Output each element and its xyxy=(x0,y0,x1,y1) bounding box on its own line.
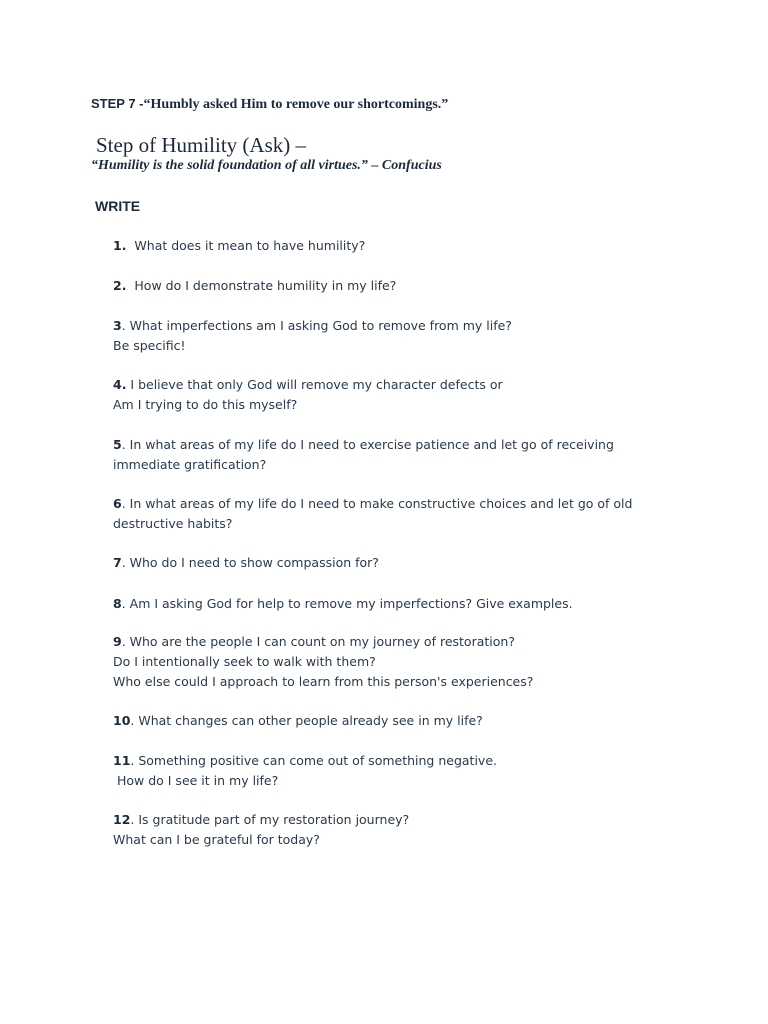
page-title: Step of Humility (Ask) – xyxy=(96,133,306,157)
question-text: . In what areas of my life do I need to exercise patience and let go of receiving xyxy=(121,437,614,452)
question-text: What does it mean to have humility? xyxy=(134,238,366,253)
question-11 xyxy=(113,751,497,791)
question-text: . Who are the people I can count on my journey of restoration? xyxy=(121,634,515,649)
question-12 xyxy=(113,810,409,850)
step-heading xyxy=(91,96,448,113)
question-number: 5 xyxy=(113,437,122,452)
question-text-line-2: Do I intentionally seek to walk with them? xyxy=(113,654,376,669)
question-text-line-2: Am I trying to do this myself? xyxy=(113,397,298,412)
write-label: WRITE xyxy=(95,198,141,214)
question-text-line-2: What can I be grateful for today? xyxy=(113,832,320,847)
question-number: 1. xyxy=(113,238,127,253)
question-10 xyxy=(113,711,483,731)
question-text: . What imperfections am I asking God to remove from my life? xyxy=(121,318,512,333)
question-9 xyxy=(113,632,533,692)
question-text-line-2: Be specific! xyxy=(113,338,186,353)
question-2 xyxy=(113,276,396,296)
question-text-line-2: destructive habits? xyxy=(113,516,233,531)
question-text-line-2: immediate gratification? xyxy=(113,457,267,472)
question-number: 2. xyxy=(113,278,127,293)
question-3 xyxy=(113,316,512,356)
question-number: 4. xyxy=(113,377,127,392)
question-number: 9 xyxy=(113,634,122,649)
question-number: 3 xyxy=(113,318,122,333)
question-text: . Is gratitude part of my restoration journey? xyxy=(130,812,410,827)
question-text: . Something positive can come out of something negative. xyxy=(130,753,497,768)
question-text-line-3: Who else could I approach to learn from this person's experiences? xyxy=(113,674,534,689)
question-text: I believe that only God will remove my character defects or xyxy=(126,377,503,392)
question-number: 6 xyxy=(113,496,122,511)
question-text: . What changes can other people already see in my life? xyxy=(130,713,483,728)
question-text: How do I demonstrate humility in my life? xyxy=(134,278,397,293)
step-quote: “Humbly asked Him to remove our shortcomings.” xyxy=(143,97,449,112)
question-8 xyxy=(113,594,573,614)
question-6 xyxy=(113,494,632,534)
question-4 xyxy=(113,375,503,415)
question-number: 8 xyxy=(113,596,122,611)
question-7 xyxy=(113,553,379,573)
question-text: . Am I asking God for help to remove my imperfections? Give examples. xyxy=(121,596,573,611)
question-number: 7 xyxy=(113,555,122,570)
question-number: 11 xyxy=(113,753,131,768)
question-number: 12 xyxy=(113,812,131,827)
step-label: STEP 7 - xyxy=(91,96,144,111)
question-text: . Who do I need to show compassion for? xyxy=(121,555,379,570)
question-number: 10 xyxy=(113,713,131,728)
question-text-line-2: How do I see it in my life? xyxy=(113,773,279,788)
confucius-quote: “Humility is the solid foundation of all virtues.” – Confucius xyxy=(91,158,442,173)
question-5 xyxy=(113,435,614,475)
question-1 xyxy=(113,236,365,256)
question-text: . In what areas of my life do I need to make constructive choices and let go of old xyxy=(121,496,633,511)
